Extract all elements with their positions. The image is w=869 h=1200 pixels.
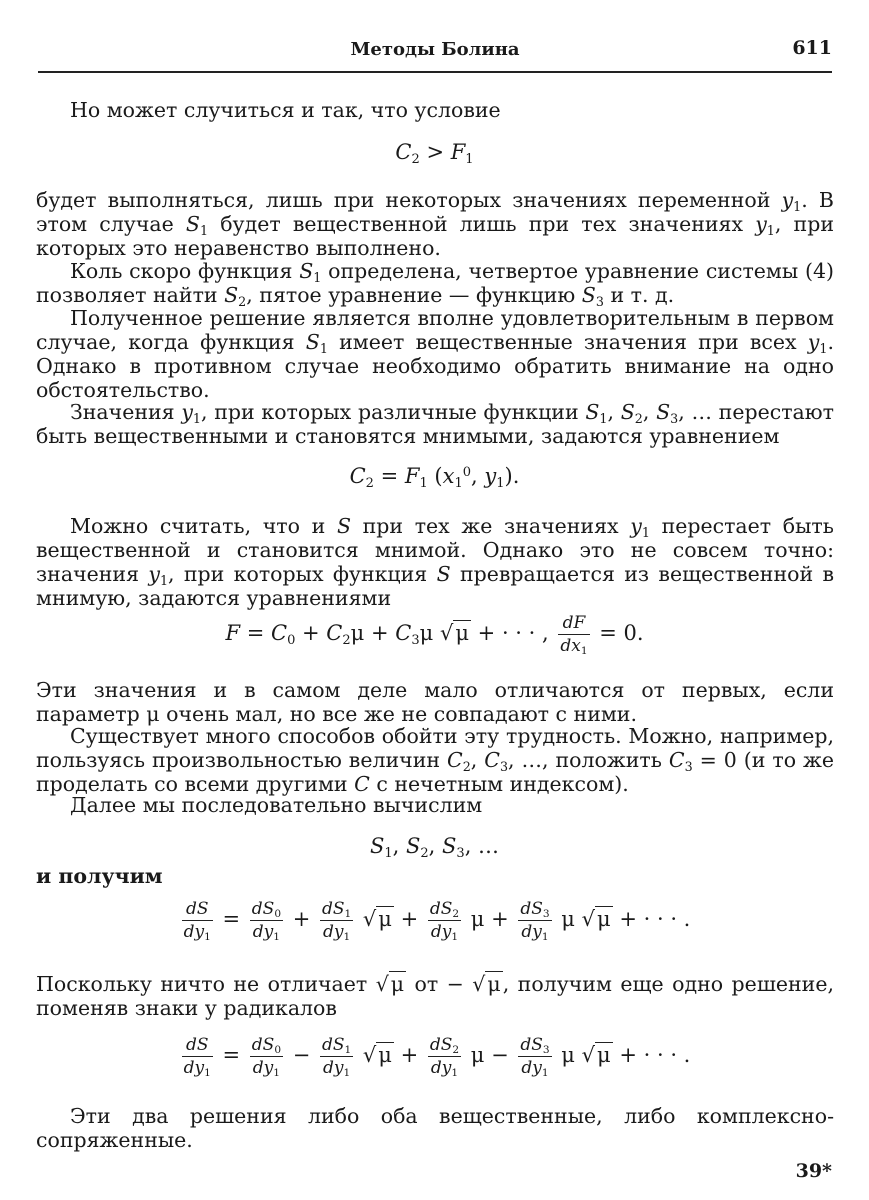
running-title: Методы Болина — [350, 39, 520, 60]
equation-condition: $C_2 > F_1$ — [395, 140, 474, 167]
equation-expansion-minus: $\frac{dS}{dy_1}$ = $\frac{dS_0}{dy_1}$ − $\frac{dS_1}{dy_1}$ √μ + $\frac{dS_2}{dy_1}$ μ − $\frac{dS_3}{dy_1}$ μ √μ + · · · . — [183, 1035, 691, 1080]
paragraph-12: Эти два решения либо оба вещественные, либо комплексно-сопряженные. — [36, 1104, 834, 1152]
paragraph-10: и получим — [36, 864, 163, 888]
paragraph-8: Существует много способов обойти эту трудность. Можно, например, пользуясь произвольностью величин $C_2$, $C_3$, …, положить $C_3 = 0$ (и то же проделать со всеми другими C с нечетным индексом). — [36, 724, 834, 796]
page-number: 611 — [792, 37, 832, 59]
signature-mark: 39* — [795, 1160, 832, 1182]
running-header — [38, 37, 832, 73]
equation-s-sequence: $S_1$, $S_2$, $S_3$, … — [369, 834, 500, 861]
paragraph-1: Но может случиться и так, что условие — [70, 98, 501, 122]
paragraph-3: Коль скоро функция $S_1$ определена, четвертое уравнение системы (4) позволяет найти $S_2$, пятое уравнение — функцию $S_3$ и т. д. — [36, 259, 834, 309]
paragraph-4: Полученное решение является вполне удовлетворительным в первом случае, когда функция $S_1$ имеет вещественные значения при всех $y_1$. Однако в противном случае необходимо обратить внимание на одно обстоятельство. — [36, 306, 834, 402]
equation-f-derivative: $F = C_0 + C_2\mu + C_3\mu$ √μ + · · · , $\frac{dF}{dx_1}$ = 0. — [225, 613, 644, 658]
paragraph-9: Далее мы последовательно вычислим — [70, 793, 483, 817]
equation-expansion-plus: $\frac{dS}{dy_1}$ = $\frac{dS_0}{dy_1}$ + $\frac{dS_1}{dy_1}$ √μ + $\frac{dS_2}{dy_1}$ μ + $\frac{dS_3}{dy_1}$ μ √μ + · · · . — [183, 899, 691, 944]
paragraph-5: Значения $y_1$, при которых различные функции $S_1$, $S_2$, $S_3$, … перестают быть вещественными и становятся мнимыми, задаются уравнением — [36, 400, 834, 448]
equation-c2-f1: $C_2 = F_1$ ($x_1^0$, $y_1$). — [349, 464, 520, 491]
paragraph-2: будет выполняться, лишь при некоторых значениях переменной $y_1$. В этом случае $S_1$ будет вещественной лишь при тех значениях $y_1$, при которых это неравенство выполнено. — [36, 188, 834, 260]
paragraph-11: Поскольку ничто не отличает √μ от − √μ, получим еще одно решение, поменяв знаки у радикалов — [36, 972, 834, 1020]
paragraph-6: Можно считать, что и S при тех же значениях $y_1$ перестает быть вещественной и становится мнимой. Однако это не совсем точно: значения $y_1$, при которых функция S превращается из вещественной в мнимую, задаются уравнениями — [36, 514, 834, 610]
paragraph-7: Эти значения и в самом деле мало отличаются от первых, если параметр μ очень мал, но все же не совпадают с ними. — [36, 678, 834, 726]
